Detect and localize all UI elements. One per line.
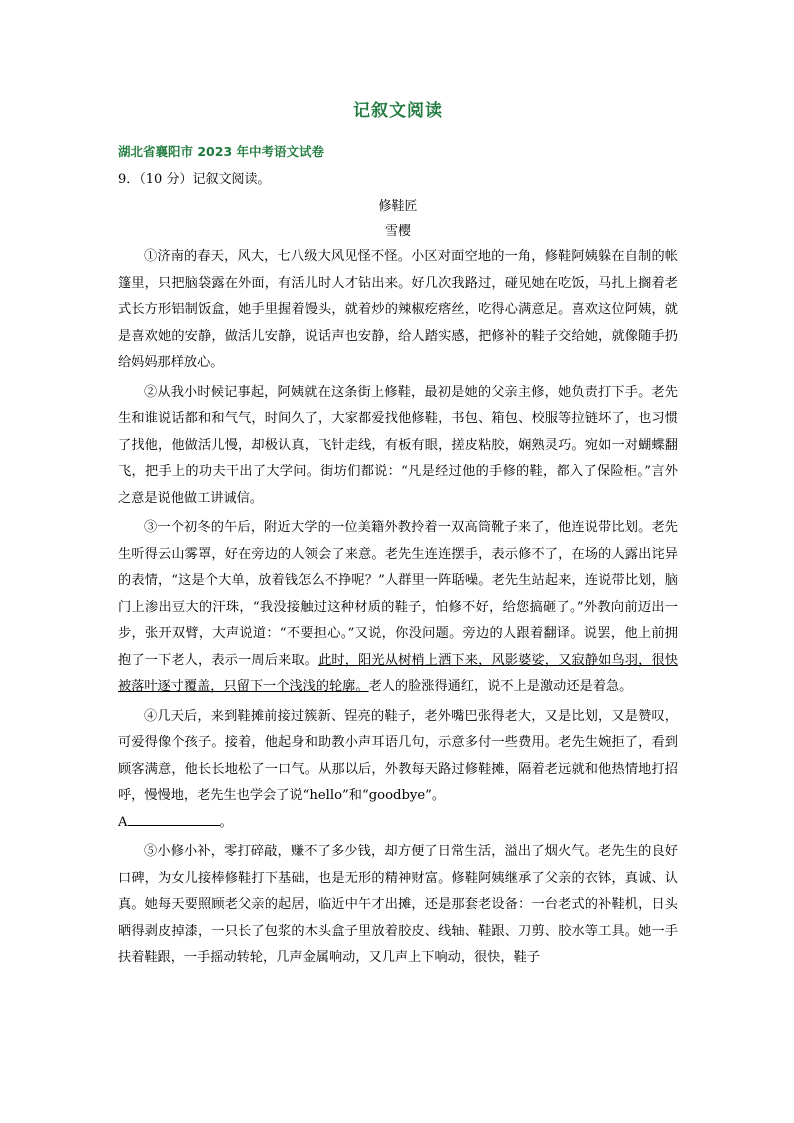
story-title: 修鞋匠 <box>378 199 418 214</box>
paragraph-4-text: ④几天后，来到鞋摊前接过簇新、锃亮的鞋子，老外嘴巴张得老大，又是比划，又是赞叹，可爱得像个孩子。接着，他起身和助教小声耳语几句，示意多付一些费用。老先生婉拒了，看到顾客满意，他长长地松了一口气。从那以后，外教每天路过修鞋摊，隔着老远就和他热情地打招呼，慢慢地，老先生也学会了说“hello”和“goodbye”。 <box>118 708 678 803</box>
paragraph-2: ②从我小时候记事起，阿姨就在这条街上修鞋，最初是她的父亲主修，她负责打下手。老先生和谁说话都和和气气，时间久了，大家都爱找他修鞋，书包、箱包、校服等拉链坏了，也习惯了找他，他做活儿慢，却极认真，飞针走线，有板有眼，搓皮粘胶，娴熟灵巧。宛如一对蝴蝶翻飞，把手上的功夫干出了大学问。街坊们都说：“凡是经过他的手修的鞋，都入了保险柜。”言外之意是说他做工讲诚信。 <box>118 384 678 506</box>
story-body <box>118 244 678 972</box>
paragraph-1: ①济南的春天，风大，七八级大风见怪不怪。小区对面空地的一角，修鞋阿姨躲在自制的帐篷里，只把脑袋露在外面，有活儿时人才钻出来。好几次我路过，碰见她在吃饭，马扎上搁着老式长方形铝制饭盒，她手里握着馒头，就着炒的辣椒疙瘩丝，吃得心满意足。喜欢这位阿姨，就是喜欢她的安静，做活儿安静，说话声也安静，给人踏实感，把修补的鞋子交给她，就像随手扔给妈妈那样放心。 <box>118 249 678 370</box>
paragraph-3 <box>118 515 678 701</box>
answer-blank[interactable] <box>128 811 220 826</box>
blank-line <box>118 810 678 837</box>
question-label: 9．（10 分）记叙文阅读。 <box>118 172 271 187</box>
paragraph-3-text: ③一个初冬的午后，附近大学的一位美籍外教拎着一双高筒靴子来了，他连说带比划。老先生听得云山雾罩，好在旁边的人领会了来意。老先生连连摆手，表示修不了，在场的人露出诧异的表情，“这是个大单，放着钱怎么不挣呢？”人群里一阵聒噪。老先生站起来，连说带比划，脑门上渗出豆大的汗珠，“我没接触过这种材质的鞋子，怕修不好，给您搞砸了。”外教向前迈出一步，张开双臂，大声说道：“不要担心。”又说，你没问题。旁边的人跟着翻译。说罢，他上前拥抱了一下老人，表示一周后来取。 <box>118 520 678 668</box>
exam-source: 湖北省襄阳市 2023 年中考语文试卷 <box>118 144 324 159</box>
blank-end: 。 <box>219 814 233 830</box>
underlined-sentence: 此时，阳光从树梢上洒下来，风影婆娑，又寂静如鸟羽，很快被落叶逐寸覆盖，只留下一个浅浅的轮廓。 <box>118 652 679 694</box>
paragraph-4 <box>118 704 678 837</box>
paragraph-3-end: 老人的脸涨得通红，说不上是激动还是着急。 <box>368 679 633 694</box>
story-author: 雪樱 <box>384 224 411 239</box>
paragraph-5: ⑤小修小补，零打碎敲，赚不了多少钱，却方便了日常生活，溢出了烟火气。老先生的良好口碑，为女儿接棒修鞋打下基础，也是无形的精神财富。修鞋阿姨继承了父亲的衣钵，真诚、认真。她每天要照顾老父亲的起居，临近中午才出摊，还是那套老设备：一台老式的补鞋机，日头晒得剥皮掉漆，一只长了包浆的木头盒子里放着胶皮、线轴、鞋跟、刀剪、胶水等工具。她一手扶着鞋跟，一手摇动转轮，几声金属响动，又几声上下响动，很快，鞋子 <box>118 844 678 965</box>
blank-label: A <box>118 814 128 830</box>
document-title: 记叙文阅读 <box>353 101 443 121</box>
